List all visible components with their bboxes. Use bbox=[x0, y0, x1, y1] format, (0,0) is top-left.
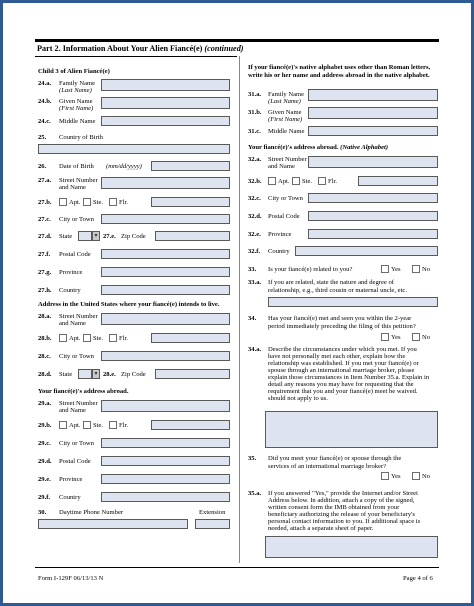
item-number: 28.a. bbox=[38, 313, 52, 320]
apt-checkbox[interactable] bbox=[59, 334, 67, 342]
ste-checkbox[interactable] bbox=[83, 198, 91, 206]
flr-checkbox[interactable] bbox=[318, 177, 326, 185]
apt-checkbox[interactable] bbox=[59, 198, 67, 206]
part-header bbox=[37, 44, 244, 54]
related-no-checkbox[interactable] bbox=[412, 265, 420, 273]
abroad-city-input[interactable] bbox=[101, 438, 230, 448]
unit-number-input[interactable] bbox=[151, 420, 230, 430]
field-label: and Name bbox=[59, 184, 86, 191]
native-family-name-input[interactable] bbox=[308, 89, 438, 101]
item-number: 29.c. bbox=[38, 440, 51, 447]
item-number: 28.d. bbox=[38, 371, 52, 378]
field-label: and Name bbox=[59, 320, 86, 327]
item-number: 28.e. bbox=[103, 371, 116, 378]
item-number: 32.f. bbox=[248, 248, 261, 255]
question-text: relationship was established. If you met your fiancé(e) or bbox=[268, 360, 419, 367]
heading-italic: (Native Alphabet) bbox=[340, 144, 389, 151]
field-label: Country bbox=[268, 248, 290, 255]
item-number: 26. bbox=[38, 163, 47, 170]
unit-number-input[interactable] bbox=[151, 197, 230, 207]
item-number: 27.h. bbox=[38, 287, 52, 294]
imb-no-checkbox[interactable] bbox=[412, 472, 420, 480]
imb-address-textarea[interactable] bbox=[265, 536, 438, 558]
field-label: Country bbox=[59, 494, 81, 501]
item-number: 27.f. bbox=[38, 251, 51, 258]
abroad-province-input[interactable] bbox=[101, 474, 230, 484]
native-country-input[interactable] bbox=[295, 246, 438, 256]
circumstances-textarea[interactable] bbox=[265, 411, 438, 448]
question-text: should not apply to us. bbox=[268, 395, 328, 402]
unit-number-input[interactable] bbox=[358, 176, 438, 186]
item-number: 29.b. bbox=[38, 422, 52, 429]
question-text: Did you meet your fiancé(e) or spouse through the bbox=[268, 455, 402, 462]
child-given-name-input[interactable] bbox=[101, 97, 230, 109]
field-label: Country of Birth bbox=[59, 134, 103, 141]
yes-label: Yes bbox=[391, 473, 401, 480]
ste-checkbox[interactable] bbox=[83, 421, 91, 429]
field-label: Street Number bbox=[59, 313, 98, 320]
field-label: Flr. bbox=[119, 422, 128, 429]
field-label: Ste. bbox=[93, 422, 104, 429]
ste-checkbox[interactable] bbox=[292, 177, 300, 185]
field-label: Province bbox=[59, 476, 83, 483]
yes-label: Yes bbox=[391, 334, 401, 341]
child-country-of-birth-input[interactable] bbox=[38, 144, 230, 154]
field-label: Postal Code bbox=[59, 458, 91, 465]
native-postal-code-input[interactable] bbox=[308, 211, 438, 221]
question-text: beneficiary authorizing the release of your beneficiary's bbox=[268, 511, 415, 518]
postal-code-input[interactable] bbox=[101, 249, 230, 259]
field-label: Zip Code bbox=[121, 233, 146, 240]
apt-checkbox[interactable] bbox=[59, 421, 67, 429]
child-middle-name-input[interactable] bbox=[101, 116, 230, 126]
item-number: 32.d. bbox=[248, 213, 262, 220]
flr-checkbox[interactable] bbox=[109, 198, 117, 206]
question-text: written consent form the IMB obtained from your bbox=[268, 504, 400, 511]
question-text: If you are related, state the nature and degree of bbox=[268, 279, 394, 286]
item-number: 27.b. bbox=[38, 199, 52, 206]
field-label: Postal Code bbox=[268, 213, 300, 220]
us-address-heading: Address in the United States where your fiancé(e) intends to live. bbox=[38, 301, 220, 308]
field-label: Middle Name bbox=[268, 128, 305, 135]
item-number: 27.c. bbox=[38, 216, 51, 223]
field-sublabel: (First Name) bbox=[268, 116, 303, 123]
header-top-rule bbox=[35, 39, 439, 42]
imb-yes-checkbox[interactable] bbox=[381, 472, 389, 480]
related-yes-checkbox[interactable] bbox=[381, 265, 389, 273]
field-label: State bbox=[59, 233, 73, 240]
flr-checkbox[interactable] bbox=[109, 334, 117, 342]
city-input[interactable] bbox=[101, 214, 230, 224]
field-sublabel: (Last Name) bbox=[59, 87, 92, 94]
abroad-address-heading: Your fiancé(e)'s address abroad. bbox=[38, 388, 129, 395]
item-number: 31.b. bbox=[248, 109, 262, 116]
met-no-checkbox[interactable] bbox=[412, 333, 420, 341]
field-label: City or Town bbox=[59, 440, 94, 447]
child-family-name-input[interactable] bbox=[101, 79, 230, 91]
item-number: 24.b. bbox=[38, 98, 52, 105]
item-number: 31.c. bbox=[248, 128, 261, 135]
native-given-name-input[interactable] bbox=[308, 107, 438, 119]
abroad-country-input[interactable] bbox=[101, 492, 230, 502]
relationship-input[interactable] bbox=[268, 297, 438, 307]
question-text: spouse through an international marriage broker, please bbox=[268, 367, 415, 374]
question-text: have not personally met each other, explain how the bbox=[268, 353, 406, 360]
native-province-input[interactable] bbox=[308, 229, 438, 239]
child-date-of-birth-input[interactable] bbox=[151, 161, 230, 171]
field-label: Apt. bbox=[278, 178, 290, 185]
question-text: Describe the circumstances under which you met. If you bbox=[268, 346, 417, 353]
item-number: 24.c. bbox=[38, 118, 51, 125]
item-number: 30. bbox=[38, 509, 47, 516]
item-number: 28.b. bbox=[38, 335, 52, 342]
form-identifier: Form I-129F 06/13/13 N bbox=[38, 575, 104, 582]
field-label: Middle Name bbox=[59, 118, 96, 125]
native-city-input[interactable] bbox=[308, 193, 438, 203]
item-number: 27.e. bbox=[103, 233, 116, 240]
field-label: Street Number bbox=[59, 400, 98, 407]
item-number: 33. bbox=[248, 266, 257, 273]
field-label: Street Number bbox=[59, 177, 98, 184]
chevron-down-icon[interactable]: ▾ bbox=[92, 369, 100, 379]
child-3-heading: Child 3 of Alien Fiancé(e) bbox=[38, 68, 110, 75]
field-label: Postal Code bbox=[59, 251, 91, 258]
field-label: Ste. bbox=[93, 199, 104, 206]
unit-number-input[interactable] bbox=[151, 333, 230, 343]
abroad-street-input[interactable] bbox=[101, 400, 230, 412]
field-label: Ste. bbox=[93, 335, 104, 342]
question-text: Address below. In addition, attach a copy of the signed, bbox=[268, 497, 415, 504]
child-street-input[interactable] bbox=[101, 177, 230, 189]
part-title: Part 2. Information About Your Alien Fiancé(e) bbox=[37, 44, 203, 53]
no-label: No bbox=[422, 473, 431, 480]
item-number: 32.c. bbox=[248, 195, 261, 202]
field-label: City or Town bbox=[268, 195, 303, 202]
field-label: Flr. bbox=[119, 199, 128, 206]
part-continued: (continued) bbox=[204, 44, 244, 53]
item-number: 27.g. bbox=[38, 269, 52, 276]
field-label: Country bbox=[59, 287, 81, 294]
field-label: Province bbox=[268, 231, 292, 238]
daytime-phone-input[interactable] bbox=[38, 519, 188, 529]
item-number: 34. bbox=[248, 315, 257, 322]
native-alphabet-intro: If your fiancé(e)'s native alphabet uses other than Roman letters, write his or her name and address abroad in the native alphabet. bbox=[248, 64, 431, 79]
question-text: personal contact information to you. If additional space is bbox=[268, 518, 421, 525]
us-street-input[interactable] bbox=[101, 313, 230, 325]
footer-rule bbox=[35, 567, 439, 568]
question-text: detail any reasons you may have for requesting that the bbox=[268, 381, 414, 388]
field-sublabel: (First Name) bbox=[59, 105, 94, 112]
field-label: and Name bbox=[268, 163, 295, 170]
field-label: Date of Birth bbox=[59, 163, 94, 170]
no-label: No bbox=[422, 266, 431, 273]
field-label: Apt. bbox=[69, 199, 81, 206]
phone-extension-input[interactable] bbox=[195, 519, 230, 529]
field-label: Flr. bbox=[328, 178, 337, 185]
field-label: City or Town bbox=[59, 353, 94, 360]
page-number: Page 4 of 6 bbox=[403, 575, 433, 582]
field-label: Daytime Phone Number bbox=[59, 509, 124, 516]
item-number: 32.b. bbox=[248, 178, 262, 185]
us-city-input[interactable] bbox=[101, 351, 230, 361]
yes-label: Yes bbox=[391, 266, 401, 273]
field-label: Street Number bbox=[268, 156, 307, 163]
abroad-postal-code-input[interactable] bbox=[101, 456, 230, 466]
question-text: relationship, e.g., third cousin or maternal uncle, etc. bbox=[268, 287, 407, 294]
no-label: No bbox=[422, 334, 431, 341]
field-label: Given Name bbox=[268, 109, 302, 116]
item-number: 32.e. bbox=[248, 231, 261, 238]
field-label: Extension bbox=[199, 509, 226, 516]
date-format-hint: (mm/dd/yyyy) bbox=[106, 163, 142, 170]
province-input[interactable] bbox=[101, 267, 230, 277]
item-number: 29.a. bbox=[38, 400, 52, 407]
native-street-input[interactable] bbox=[308, 156, 438, 168]
question-text: needed, attach a separate sheet of paper. bbox=[268, 525, 374, 532]
field-label: Province bbox=[59, 269, 83, 276]
item-number: 31.a. bbox=[248, 91, 262, 98]
item-number: 24.a. bbox=[38, 80, 52, 87]
item-number: 27.d. bbox=[38, 233, 52, 240]
us-zip-code-input[interactable] bbox=[155, 369, 230, 379]
item-number: 29.e. bbox=[38, 476, 51, 483]
question-text: requirement that you and your fiancé(e) meet be waived. bbox=[268, 388, 418, 395]
native-address-heading bbox=[248, 144, 388, 152]
chevron-down-icon[interactable]: ▾ bbox=[92, 231, 100, 241]
question-text: services of an international marriage broker? bbox=[268, 463, 387, 470]
field-label: Flr. bbox=[119, 335, 128, 342]
item-number: 35.a. bbox=[248, 490, 262, 497]
item-number: 33.a. bbox=[248, 279, 262, 286]
us-state-select[interactable] bbox=[78, 369, 92, 379]
item-number: 29.d. bbox=[38, 458, 52, 465]
field-label: City or Town bbox=[59, 216, 94, 223]
met-yes-checkbox[interactable] bbox=[381, 333, 389, 341]
question-text: Has your fiancé(e) met and seen you within the 2-year bbox=[268, 315, 412, 322]
question-text: Is your fiancé(e) related to you? bbox=[268, 266, 353, 273]
field-label: Zip Code bbox=[121, 371, 146, 378]
question-text: explain those circumstances in Item Number 35.a. Explain in bbox=[268, 374, 430, 381]
field-label: and Name bbox=[59, 407, 86, 414]
header-bottom-rule bbox=[35, 56, 237, 57]
field-label: Apt. bbox=[69, 335, 81, 342]
item-number: 35. bbox=[248, 455, 257, 462]
apt-checkbox[interactable] bbox=[268, 177, 276, 185]
field-label: Apt. bbox=[69, 422, 81, 429]
ste-checkbox[interactable] bbox=[83, 334, 91, 342]
field-sublabel: (Last Name) bbox=[268, 98, 301, 105]
item-number: 28.c. bbox=[38, 353, 51, 360]
item-number: 34.a. bbox=[248, 346, 262, 353]
column-divider bbox=[239, 56, 240, 563]
field-label: Given Name bbox=[59, 98, 93, 105]
field-label: Family Name bbox=[268, 91, 305, 98]
country-input[interactable] bbox=[101, 285, 230, 295]
item-number: 27.a. bbox=[38, 177, 52, 184]
question-text: If you answered "Yes," provide the Internet and/or Street bbox=[268, 490, 418, 497]
native-middle-name-input[interactable] bbox=[308, 126, 438, 136]
flr-checkbox[interactable] bbox=[109, 421, 117, 429]
field-label: Family Name bbox=[59, 80, 96, 87]
item-number: 29.f. bbox=[38, 494, 51, 501]
field-label: Ste. bbox=[302, 178, 313, 185]
state-select[interactable] bbox=[78, 231, 92, 241]
field-label: State bbox=[59, 371, 73, 378]
item-number: 25. bbox=[38, 134, 47, 141]
item-number: 32.a. bbox=[248, 156, 262, 163]
question-text: period immediately preceding the filing of this petition? bbox=[268, 323, 416, 330]
heading-text: Your fiancé(e)'s address abroad. bbox=[248, 144, 339, 151]
zip-code-input[interactable] bbox=[155, 231, 230, 241]
